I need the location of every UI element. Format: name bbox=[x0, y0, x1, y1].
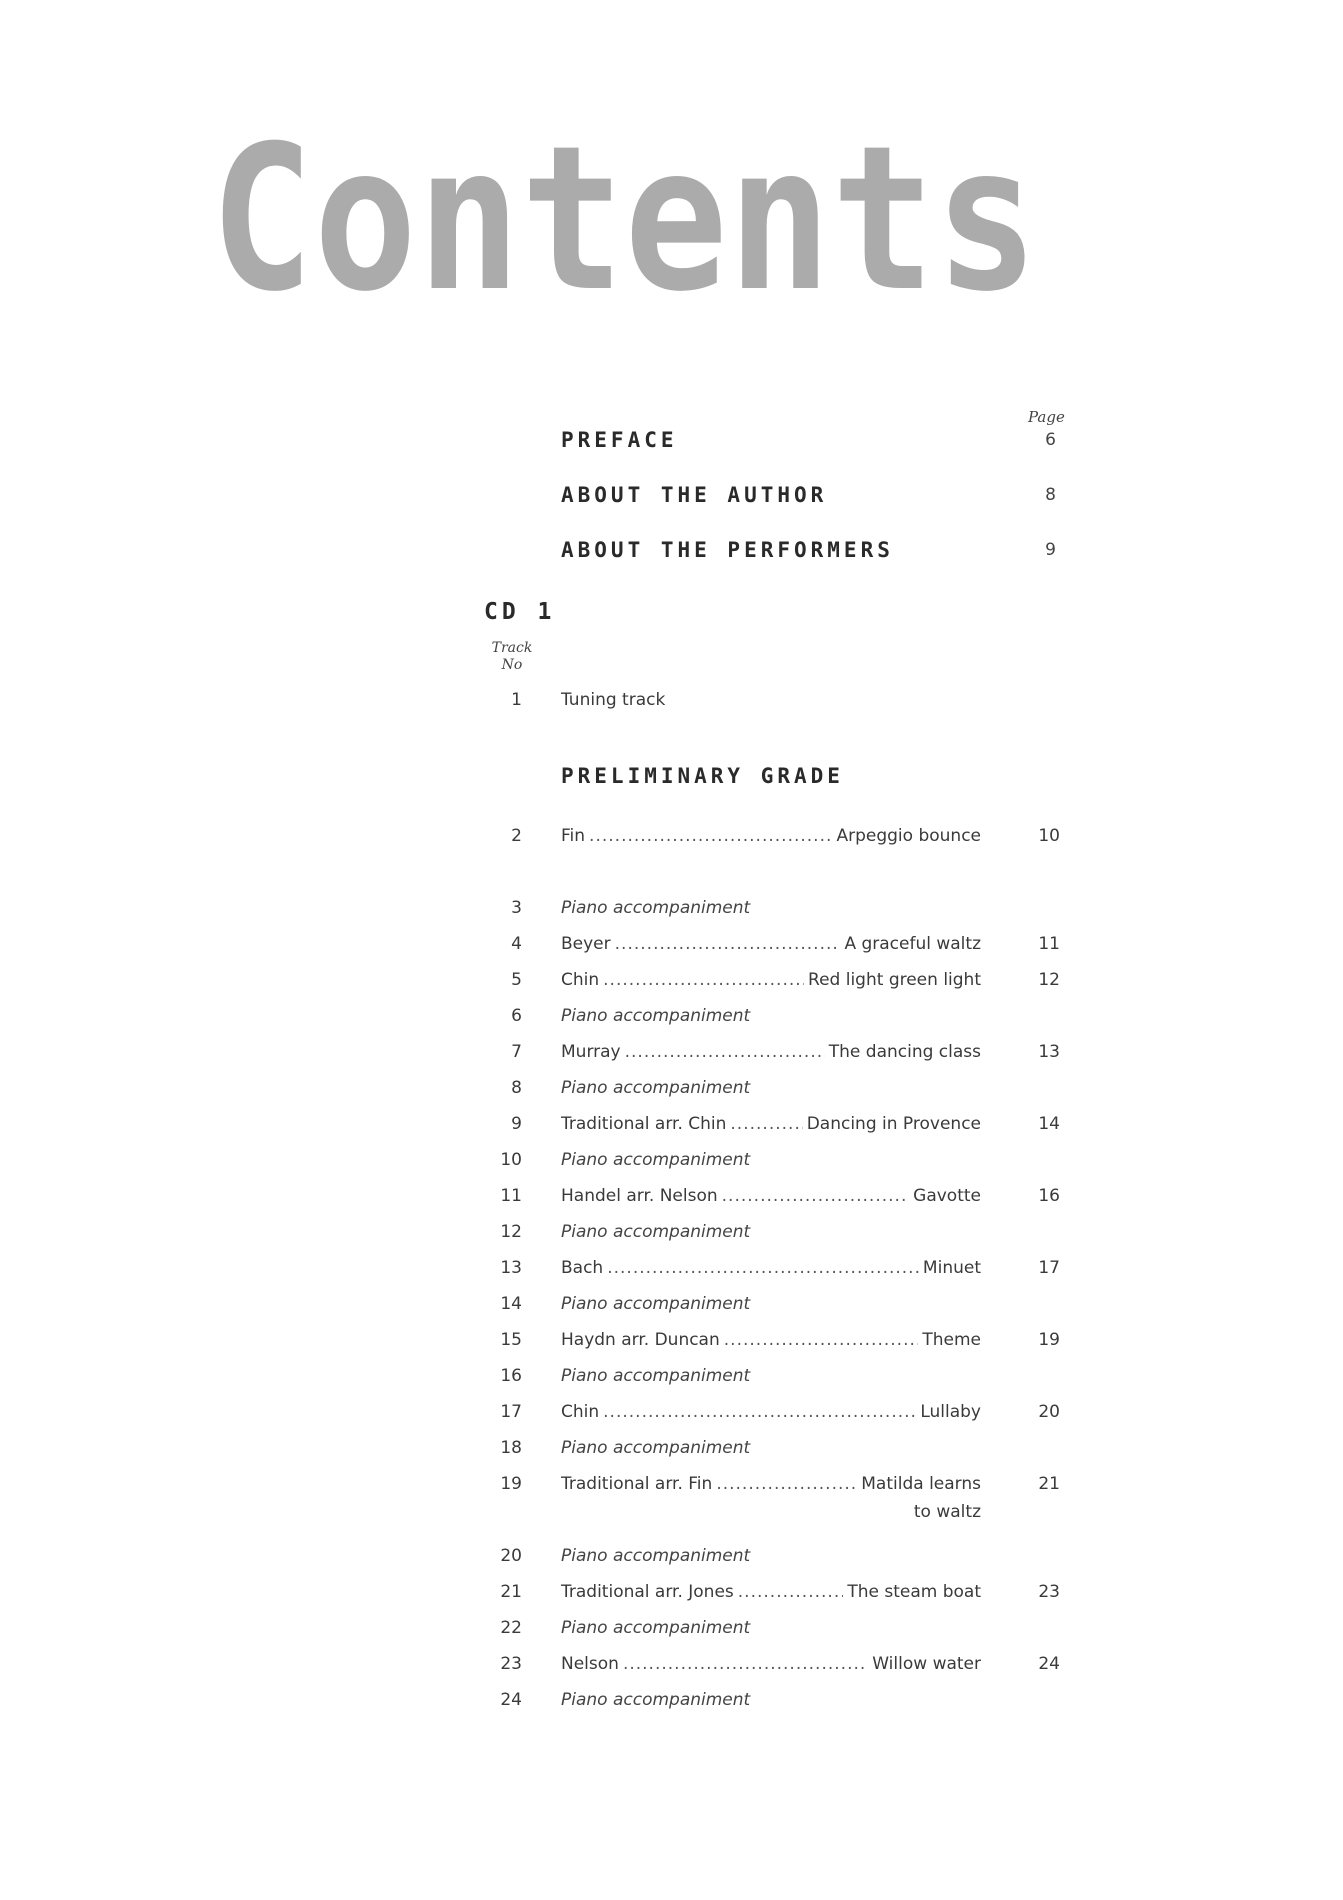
dot-leader bbox=[738, 1582, 844, 1602]
accompaniment-label: Piano accompaniment bbox=[561, 1546, 751, 1566]
track-number: 21 bbox=[500, 1582, 522, 1602]
track-number: 24 bbox=[500, 1690, 522, 1710]
track-row-accompaniment[interactable] bbox=[480, 1438, 1060, 1464]
composer: Haydn arr. Duncan bbox=[561, 1330, 720, 1350]
page-number: 19 bbox=[1038, 1330, 1060, 1350]
track-entry bbox=[561, 1186, 981, 1206]
page-number: 24 bbox=[1038, 1654, 1060, 1674]
cd-heading: CD 1 bbox=[484, 599, 556, 625]
front-matter-label: ABOUT THE AUTHOR bbox=[561, 483, 828, 507]
dot-leader bbox=[625, 1042, 825, 1062]
composer: Nelson bbox=[561, 1654, 619, 1674]
track-number: 15 bbox=[500, 1330, 522, 1350]
composer: Bach bbox=[561, 1258, 604, 1278]
dot-leader bbox=[730, 1114, 802, 1134]
front-matter-page: 8 bbox=[1045, 485, 1056, 505]
track-entry bbox=[561, 1474, 981, 1494]
piece-title: Lullaby bbox=[920, 1402, 981, 1422]
track-entry bbox=[561, 1654, 981, 1674]
piece-title: Red light green light bbox=[808, 970, 981, 990]
piece-title: A graceful waltz bbox=[844, 934, 981, 954]
front-matter-page: 9 bbox=[1045, 540, 1056, 560]
dot-leader bbox=[724, 1330, 919, 1350]
piece-title: The dancing class bbox=[828, 1042, 981, 1062]
accompaniment-label: Piano accompaniment bbox=[561, 1222, 751, 1242]
dot-leader bbox=[589, 826, 832, 846]
composer: Chin bbox=[561, 970, 600, 990]
track-row[interactable] bbox=[480, 934, 1060, 960]
track-number: 1 bbox=[511, 690, 522, 710]
accompaniment-label: Piano accompaniment bbox=[561, 1366, 751, 1386]
composer: Traditional arr. Fin bbox=[561, 1474, 713, 1494]
track-row-accompaniment[interactable] bbox=[480, 1150, 1060, 1176]
track-row[interactable] bbox=[480, 1258, 1060, 1284]
page-number: 21 bbox=[1038, 1474, 1060, 1494]
track-row[interactable] bbox=[480, 1402, 1060, 1428]
track-row-accompaniment[interactable] bbox=[480, 1222, 1060, 1248]
page-number: 23 bbox=[1038, 1582, 1060, 1602]
piece-title: Gavotte bbox=[913, 1186, 981, 1206]
composer: Handel arr. Nelson bbox=[561, 1186, 718, 1206]
track-row[interactable] bbox=[480, 1042, 1060, 1068]
track-number: 8 bbox=[511, 1078, 522, 1098]
track-entry bbox=[561, 1582, 981, 1602]
accompaniment-label: Piano accompaniment bbox=[561, 1690, 751, 1710]
track-entry bbox=[561, 1114, 981, 1134]
track-entry bbox=[561, 826, 981, 846]
track-number: 10 bbox=[500, 1150, 522, 1170]
accompaniment-label: Piano accompaniment bbox=[561, 1294, 751, 1314]
track-row-accompaniment[interactable] bbox=[480, 1690, 1060, 1716]
page-number: 12 bbox=[1038, 970, 1060, 990]
track-number: 23 bbox=[500, 1654, 522, 1674]
piece-title: Dancing in Provence bbox=[806, 1114, 981, 1134]
accompaniment-label: Piano accompaniment bbox=[561, 1618, 751, 1638]
dot-leader bbox=[603, 970, 804, 990]
piece-title-continued: to waltz bbox=[913, 1502, 981, 1522]
track-number: 12 bbox=[500, 1222, 522, 1242]
track-number: 18 bbox=[500, 1438, 522, 1458]
track-number: 14 bbox=[500, 1294, 522, 1314]
track-entry bbox=[561, 1258, 981, 1278]
track-row[interactable] bbox=[480, 826, 1060, 852]
track-number: 16 bbox=[500, 1366, 522, 1386]
dot-leader bbox=[607, 1258, 919, 1278]
accompaniment-label: Piano accompaniment bbox=[561, 1078, 751, 1098]
piece-title: Minuet bbox=[922, 1258, 981, 1278]
accompaniment-label: Piano accompaniment bbox=[561, 1438, 751, 1458]
track-label: Tuning track bbox=[561, 690, 666, 710]
track-number: 7 bbox=[511, 1042, 522, 1062]
front-matter-item-about-performers[interactable] bbox=[561, 538, 1056, 564]
track-row-tuning[interactable] bbox=[480, 690, 1060, 716]
front-matter-label: PREFACE bbox=[561, 428, 678, 452]
dot-leader bbox=[615, 934, 841, 954]
piece-title: The steam boat bbox=[847, 1582, 981, 1602]
dot-leader bbox=[722, 1186, 910, 1206]
track-row-accompaniment[interactable] bbox=[480, 898, 1060, 924]
track-number: 17 bbox=[500, 1402, 522, 1422]
track-number: 6 bbox=[511, 1006, 522, 1026]
track-number: 4 bbox=[511, 934, 522, 954]
page-number: 16 bbox=[1038, 1186, 1060, 1206]
piece-title: Matilda learns bbox=[861, 1474, 981, 1494]
track-entry bbox=[561, 1042, 981, 1062]
track-number: 9 bbox=[511, 1114, 522, 1134]
front-matter-item-about-author[interactable] bbox=[561, 483, 1056, 509]
track-number: 2 bbox=[511, 826, 522, 846]
dot-leader bbox=[603, 1402, 916, 1422]
composer: Fin bbox=[561, 826, 586, 846]
page-number: 20 bbox=[1038, 1402, 1060, 1422]
accompaniment-label: Piano accompaniment bbox=[561, 898, 751, 918]
track-number: 13 bbox=[500, 1258, 522, 1278]
page-title: Contents bbox=[210, 103, 1039, 336]
accompaniment-label: Piano accompaniment bbox=[561, 1150, 751, 1170]
track-row[interactable] bbox=[480, 1114, 1060, 1140]
track-number: 11 bbox=[500, 1186, 522, 1206]
track-row-accompaniment[interactable] bbox=[480, 1078, 1060, 1104]
track-row[interactable] bbox=[480, 1474, 1060, 1522]
page-number: 17 bbox=[1038, 1258, 1060, 1278]
track-row-accompaniment[interactable] bbox=[480, 1366, 1060, 1392]
front-matter-item-preface[interactable] bbox=[561, 428, 1056, 454]
track-entry bbox=[561, 1402, 981, 1422]
track-number: 22 bbox=[500, 1618, 522, 1638]
track-row-accompaniment[interactable] bbox=[480, 1006, 1060, 1032]
composer: Beyer bbox=[561, 934, 611, 954]
composer: Traditional arr. Chin bbox=[561, 1114, 727, 1134]
track-row[interactable] bbox=[480, 1186, 1060, 1212]
accompaniment-label: Piano accompaniment bbox=[561, 1006, 751, 1026]
track-number: 3 bbox=[511, 898, 522, 918]
piece-title: Willow water bbox=[872, 1654, 981, 1674]
track-entry bbox=[561, 970, 981, 990]
track-row[interactable] bbox=[480, 1330, 1060, 1356]
page-column-label: Page bbox=[1028, 408, 1065, 426]
track-row-accompaniment[interactable] bbox=[480, 1546, 1060, 1572]
front-matter-label: ABOUT THE PERFORMERS bbox=[561, 538, 894, 562]
track-row-accompaniment[interactable] bbox=[480, 1294, 1060, 1320]
track-number: 19 bbox=[500, 1474, 522, 1494]
page-number: 11 bbox=[1038, 934, 1060, 954]
track-entry bbox=[561, 934, 981, 954]
track-number: 5 bbox=[511, 970, 522, 990]
track-entry bbox=[561, 1330, 981, 1350]
track-row-accompaniment[interactable] bbox=[480, 1618, 1060, 1644]
composer: Traditional arr. Jones bbox=[561, 1582, 734, 1602]
track-row[interactable] bbox=[480, 970, 1060, 996]
page-number: 10 bbox=[1038, 826, 1060, 846]
composer: Chin bbox=[561, 1402, 600, 1422]
section-heading: PRELIMINARY GRADE bbox=[561, 764, 844, 788]
track-row[interactable] bbox=[480, 1582, 1060, 1608]
piece-title: Theme bbox=[922, 1330, 981, 1350]
front-matter-page: 6 bbox=[1045, 430, 1056, 450]
page-number: 13 bbox=[1038, 1042, 1060, 1062]
track-number-header: Track No bbox=[491, 640, 533, 673]
piece-title: Arpeggio bounce bbox=[836, 826, 981, 846]
dot-leader bbox=[623, 1654, 868, 1674]
dot-leader bbox=[716, 1474, 857, 1494]
composer: Murray bbox=[561, 1042, 621, 1062]
page-number: 14 bbox=[1038, 1114, 1060, 1134]
track-number: 20 bbox=[500, 1546, 522, 1566]
track-row[interactable] bbox=[480, 1654, 1060, 1680]
